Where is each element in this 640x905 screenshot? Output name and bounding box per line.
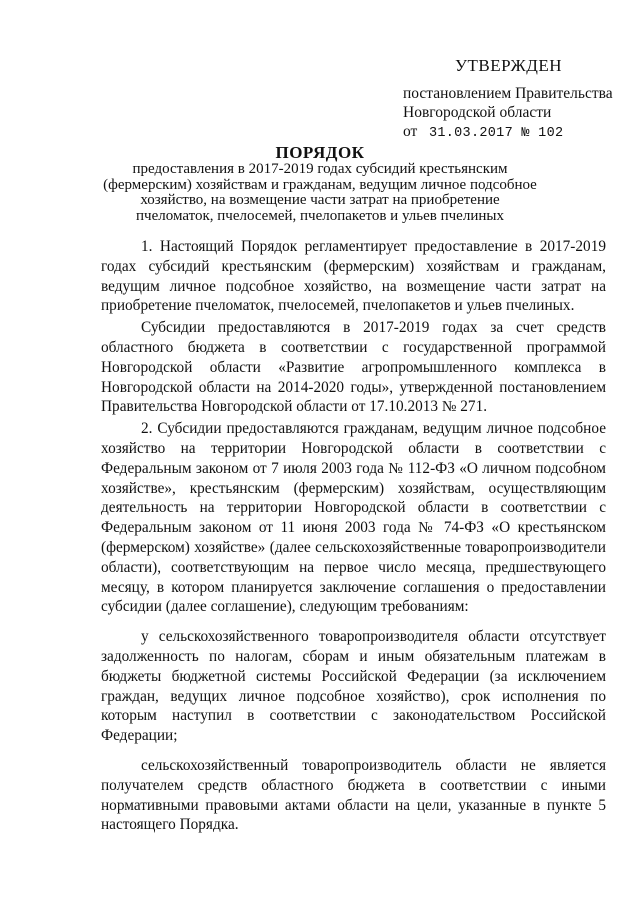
approval-line-2: Новгородской области [403,104,552,121]
document-body [101,237,606,837]
paragraph-5: сельскохозяйственный товаропроизводитель области не является получателем средств областного бюджета в соответствии с иными нормативными правовыми актами области на цели, указанные в пункте 5 настоящего Порядка. [101,756,606,834]
approval-line-1: постановлением Правительства [403,85,613,102]
document-title: ПОРЯДОК [275,143,365,162]
document-subtitle: предоставления в 2017-2019 годах субсидий крестьянским (фермерским) хозяйствам и гражданам, ведущим личное подсобное хозяйство, на возмещение части затрат на приобретение пчеломаток, пчелосемей, пчелопакетов и ульев пчелиных [103,161,537,224]
approval-date-line [403,122,613,143]
paragraph-1: 1. Настоящий Порядок регламентирует предоставление в 2017-2019 годах субсидий крестьянским (фермерским) хозяйствам и гражданам, ведущим личное подсобное хозяйство, на возмещение части затрат на приобретение пчеломаток, пчелосемей, пчелопакетов и ульев пчелиных. [101,238,606,315]
paragraph-3: 2. Субсидии предоставляются гражданам, ведущим личное подсобное хозяйство на территории Новгородской области в соответствии с Федеральным законом от 7 июля 2003 года № 112-ФЗ «О личном подсобном хозяйстве», крестьянским (фермерским) хозяйствам, осуществляющим деятельность на территории Новгородской области в соответствии с Федеральным законом от 11 июня 2003 года № 74-ФЗ «О крестьянском (фермерском) хозяйстве» (далее сельскохозяйственные товаропроизводители области), соответствующим на первое число месяца, предшествующего месяцу, в котором планируется заключение соглашения о предоставлении субсидии (далее соглашение), следующим требованиям: [101,420,606,616]
approval-date-value: 31.03.2017 № 102 [428,126,564,141]
approval-date-prefix: от [403,123,418,140]
approval-block [403,56,613,143]
paragraph-4: у сельскохозяйственного товаропроизводителя области отсутствует задолженность по налогам, сборам и иным обязательным платежам в бюджеты бюджетной системы Российской Федерации (за исключением граждан, ведущих личное подсобное хозяйство), срок исполнения по которым наступил в соответствии с законодательством Российской Федерации; [101,628,606,745]
approval-heading: УТВЕРЖДЕН [455,56,562,75]
paragraph-2: Субсидии предоставляются в 2017-2019 годах за счет средств областного бюджета в соответствии с государственной программой Новгородской области «Развитие агропромышленного комплекса в Новгородской области на 2014-2020 годы», утвержденной постановлением Правительства Новгородской области от 17.10.2013 № 271. [101,319,606,416]
